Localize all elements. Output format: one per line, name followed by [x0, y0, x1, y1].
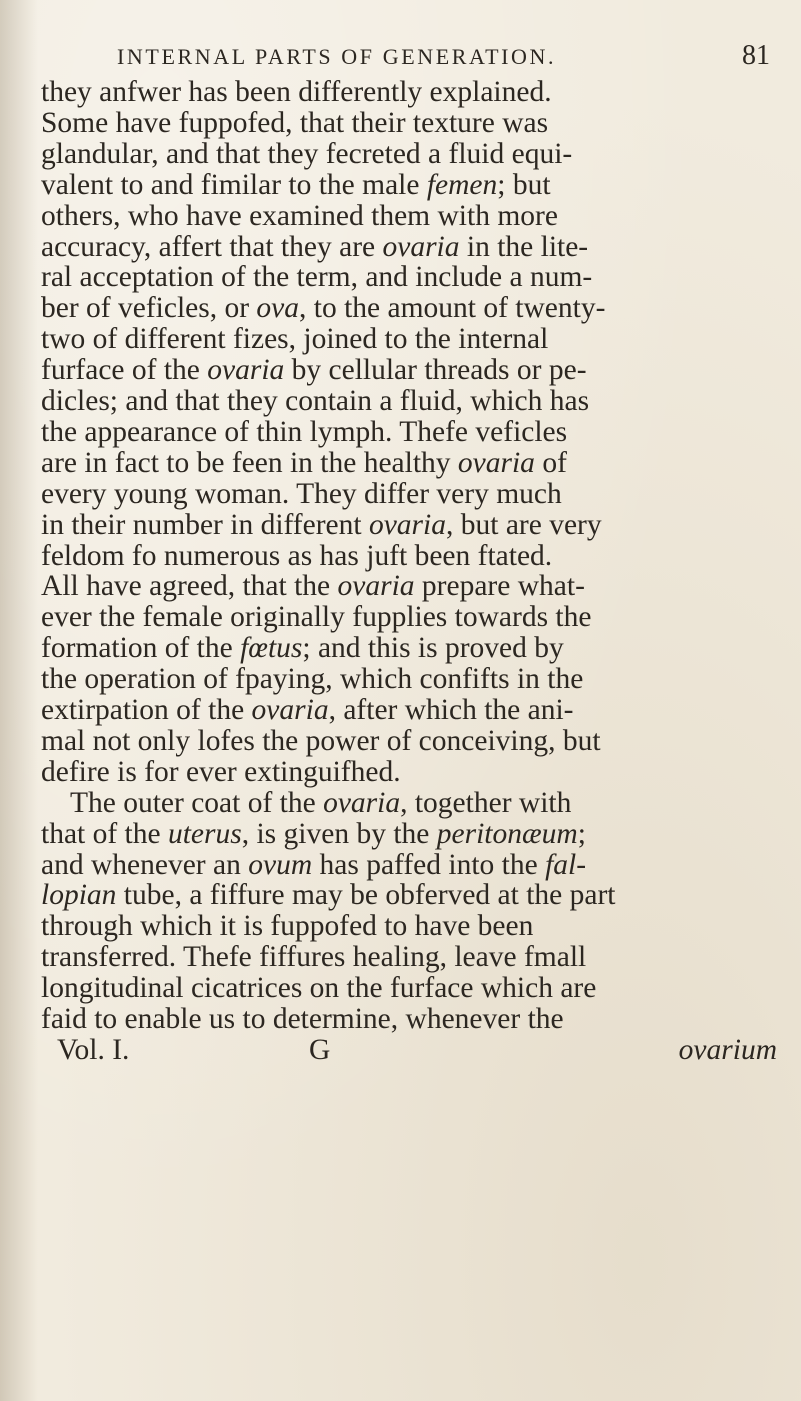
text-run: they anfwer has been differently explained.	[41, 76, 552, 108]
text-run: dicles; and that they contain a fluid, which has	[41, 385, 590, 417]
italic-term: lopian	[41, 879, 117, 912]
text-run: ; and this is proved by	[302, 632, 564, 665]
page-number: 81	[742, 40, 770, 71]
text-run: others, who have examined them with more	[41, 199, 558, 232]
text-run: The outer coat of the	[41, 786, 324, 819]
italic-term: ovum	[248, 848, 313, 881]
text-run: Some have fuppofed, that their texture was	[41, 106, 549, 139]
page-footer	[57, 1034, 777, 1074]
text-line	[41, 912, 533, 942]
text-run: prepare what-	[414, 570, 585, 603]
text-run: faid to enable us to determine, whenever the	[41, 1003, 564, 1035]
text-line	[41, 356, 587, 386]
text-line	[41, 168, 551, 201]
text-run: , together with	[400, 786, 572, 819]
text-run: , to the amount of twenty-	[299, 292, 606, 325]
text-line	[41, 696, 573, 726]
text-line	[41, 665, 583, 695]
italic-term: ovaria	[368, 508, 446, 541]
text-run: every young woman. They differ very much	[41, 477, 562, 510]
text-line	[41, 755, 401, 788]
text-line	[41, 199, 558, 232]
text-run: are in fact to be feen in the healthy	[41, 446, 458, 479]
italic-term: ovaria	[457, 446, 535, 479]
text-line	[41, 263, 592, 293]
running-head	[117, 40, 772, 80]
text-run: transferred. Thefe fiffures healing, leave fmall	[41, 941, 587, 974]
text-line	[41, 786, 572, 819]
text-run: , after which the ani-	[328, 694, 574, 726]
text-run: extirpation of the	[41, 694, 252, 726]
text-run: ral acceptation of the term, and include a num-	[41, 261, 593, 294]
italic-term: ova	[256, 292, 300, 325]
text-line	[41, 572, 585, 602]
text-line	[41, 106, 549, 139]
italic-term: femen	[426, 168, 498, 201]
text-run: ber of veficles, or	[41, 292, 257, 325]
text-run: All have agreed, that the	[41, 570, 338, 603]
text-line	[41, 881, 616, 911]
italic-term: peritonæum	[436, 817, 578, 850]
text-line	[41, 724, 601, 757]
text-run: in the lite-	[459, 230, 589, 263]
text-run: glandular, and that they fecreted a fluid equi-	[41, 137, 573, 170]
text-line	[41, 137, 573, 170]
text-run: accuracy, affert that they are	[41, 230, 383, 263]
text-run: , but are very	[446, 508, 602, 541]
text-line	[41, 539, 553, 572]
catchword: ovarium	[678, 1034, 777, 1066]
text-run: of	[534, 446, 567, 479]
italic-term: ovaria	[382, 230, 460, 263]
text-run: furface of the	[41, 354, 208, 387]
italic-term: ovaria	[337, 570, 415, 603]
volume-mark: Vol. I.	[57, 1034, 130, 1066]
text-run: through which it is fuppofed to have been	[41, 910, 534, 943]
text-line	[41, 943, 586, 973]
signature-mark: G	[309, 1034, 331, 1066]
text-line	[41, 477, 562, 510]
text-run: that of the	[41, 817, 168, 850]
text-run: valent to and fimilar to the male	[41, 168, 427, 201]
text-line	[41, 325, 548, 355]
text-line	[41, 415, 568, 448]
italic-term: ovaria	[207, 354, 285, 387]
text-run: the operation of fpaying, which confifts in the	[41, 663, 584, 696]
text-run: mal not only lofes the power of conceiving, but	[41, 724, 601, 757]
text-run: two of different fizes, joined to the internal	[41, 323, 549, 356]
text-line	[41, 817, 586, 850]
italic-term: fœtus	[240, 632, 303, 665]
text-run: tube, a fiffure may be obferved at the part	[116, 879, 616, 912]
text-line	[41, 1005, 564, 1035]
text-run: defire is for ever extinguifhed.	[41, 755, 401, 788]
italic-term: fal-	[545, 848, 587, 881]
text-run: and whenever an	[41, 848, 249, 881]
text-line	[41, 508, 602, 541]
text-line	[41, 446, 567, 479]
text-line	[41, 974, 596, 1004]
text-line	[41, 634, 564, 664]
text-line	[41, 603, 591, 633]
text-line	[41, 294, 605, 324]
text-line	[41, 387, 589, 417]
text-run: feldom fo numerous as has juft been ftated.	[41, 539, 553, 572]
italic-term: uterus	[167, 817, 242, 850]
text-run: in their number in different	[41, 508, 369, 541]
text-run: by cellular threads or pe-	[284, 354, 587, 387]
text-line	[41, 848, 587, 881]
text-run: longitudinal cicatrices on the furface which are	[41, 972, 597, 1005]
text-run: ;	[577, 817, 586, 850]
text-run: has paffed into the	[312, 848, 546, 881]
text-run: , is given by the	[241, 817, 437, 850]
italic-term: ovaria	[251, 694, 329, 726]
text-run: ; but	[497, 168, 551, 201]
gutter-shadow	[0, 0, 38, 1401]
italic-term: ovaria	[323, 786, 401, 819]
running-head-title: INTERNAL PARTS OF GENERATION.	[117, 44, 557, 69]
text-run: the appearance of thin lymph. Thefe veficles	[41, 415, 568, 448]
text-line	[41, 230, 589, 263]
text-line	[41, 78, 552, 108]
text-run: ever the female originally fupplies towards the	[41, 601, 592, 634]
text-run: formation of the	[41, 632, 241, 665]
